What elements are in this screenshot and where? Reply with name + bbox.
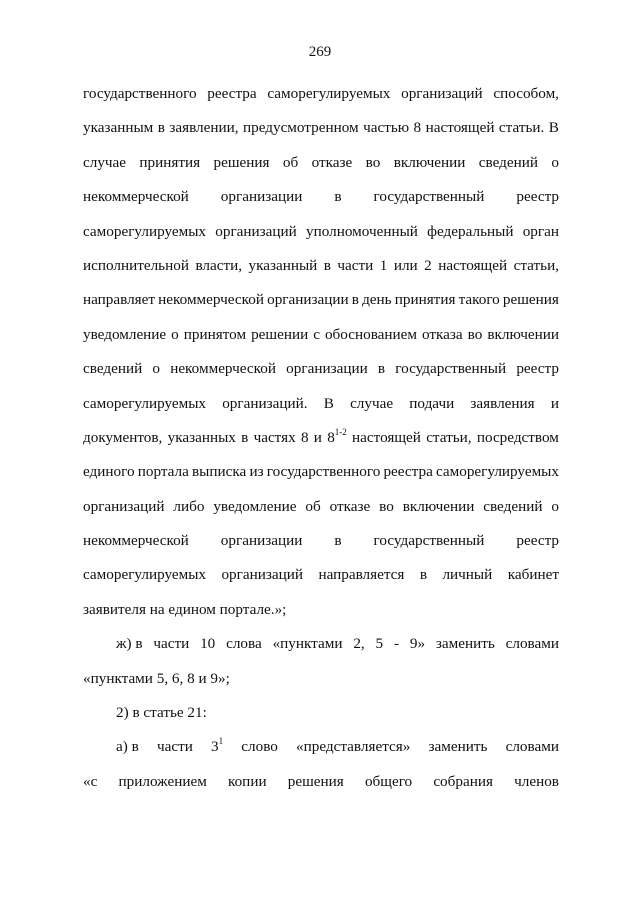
text-line: а) в части $3^1$ слово «представляется» заменить словами [116, 736, 559, 756]
text-line: государственного реестра саморегулируемых организаций способом, [83, 85, 559, 102]
text-line: единого портала выписка из государственного реестра саморегулируемых [83, 463, 559, 481]
text-line: некоммерческой организации в государственный реестр [83, 532, 559, 550]
page-number: 269 [308, 44, 332, 60]
text-line: сведений о некоммерческой организации в государственный реестр [83, 360, 559, 378]
text-line: случае принятия решения об отказе во включении сведений о [83, 153, 559, 171]
superscript: 1 [218, 736, 224, 747]
superscript: 1-2 [334, 426, 347, 437]
text-line: саморегулируемых организаций уполномоченный федеральный орган [83, 222, 559, 240]
text-line: некоммерческой организации в государственный реестр [83, 188, 559, 206]
text-line: саморегулируемых организаций направляется в личный кабинет [83, 566, 559, 584]
text-line: 2) в статье 21: [116, 704, 207, 722]
text-line: уведомление о принятом решении с обоснованием отказа во включении [83, 325, 559, 343]
document-body [83, 84, 559, 806]
text-line: «с приложением копии решения общего собрания членов [83, 772, 559, 790]
text-line: саморегулируемых организаций. В случае подачи заявления и [83, 394, 559, 412]
text-line: заявителя на едином портале.»; [83, 600, 287, 618]
text-line: исполнительной власти, указанный в части 1 или 2 настоящей статьи, [83, 256, 559, 274]
text-line: ж) в части 10 слова «пунктами 2, 5 - 9» заменить словами [116, 635, 559, 653]
text-line: документов, указанных в частях 8 и 8$^{1-2}$ настоящей статьи, посредством [83, 426, 559, 446]
text-line: направляет некоммерческой организации в день принятия такого решения [83, 291, 559, 309]
text-line: организаций либо уведомление об отказе во включении сведений о [83, 497, 559, 515]
text-line: «пунктами 5, 6, 8 и 9»; [83, 669, 230, 687]
text-line: указанным в заявлении, предусмотренном частью 8 настоящей статьи. В [83, 119, 559, 137]
